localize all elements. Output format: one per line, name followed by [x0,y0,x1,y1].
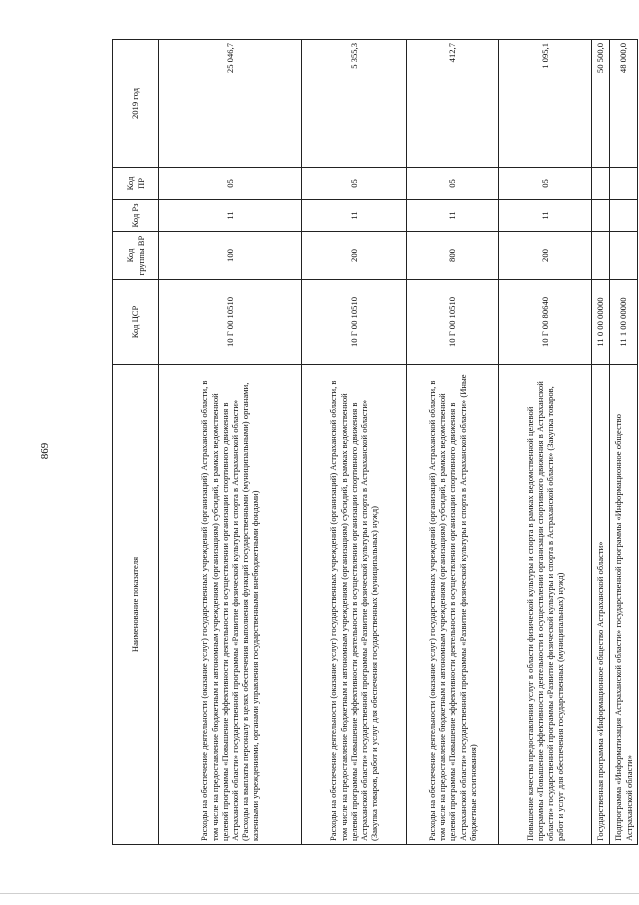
row-rz [610,200,638,232]
header-pr: Код ПР [113,168,159,200]
row-vr: 800 [407,232,499,280]
table-row [302,40,407,845]
header-year: 2019 год [113,40,159,168]
table-row [499,40,592,845]
row-vr: 100 [159,232,302,280]
row-value: 25 046,7 [159,40,302,168]
row-csr: 10 Г 00 10510 [407,280,499,365]
row-rz: 11 [499,200,592,232]
row-rz: 11 [407,200,499,232]
row-name: Расходы на обеспечение деятельности (оказание услуг) государственных учреждений (организаций) Астраханской области, в том числе на предоставление бюджетным и автономным учреждениям (организациям) субсидий, в рамках ведомственной целевой программы «Повышение эффективности деятельности в осуществлении организации спортивного движения в Астраханской области» государственной программы «Развитие физической культуры и спорта в Астраханской области» (Закупка товаров, работ и услуг для обеспечения государственных (муниципальных) нужд) [302,365,407,845]
row-value: 412,7 [407,40,499,168]
row-rz: 11 [302,200,407,232]
budget-table [112,39,638,845]
row-rz [592,200,610,232]
row-name: Государственная программа «Информационное общество Астраханской области» [592,365,610,845]
row-csr: 10 Г 00 10510 [159,280,302,365]
row-pr [592,168,610,200]
rotated-table-container [112,40,634,845]
header-rz: Код Рз [113,200,159,232]
row-csr: 11 0 00 00000 [592,280,610,365]
table-row [610,40,638,845]
row-value: 1 095,1 [499,40,592,168]
row-vr [592,232,610,280]
row-name: Расходы на обеспечение деятельности (оказание услуг) государственных учреждений (организаций) Астраханской области, в том числе на предоставление бюджетным и автономным учреждениям (организациям) субсидий, в рамках ведомственной целевой программы «Повышение эффективности деятельности в осуществлении организации спортивного движения в Астраханской области» государственной программы «Развитие физической культуры и спорта в Астраханской области» (Иные бюджетные ассигнования) [407,365,499,845]
row-vr [610,232,638,280]
row-value: 5 355,3 [302,40,407,168]
row-vr: 200 [499,232,592,280]
header-name: Наименование показателя [113,365,159,845]
row-csr: 11 1 00 00000 [610,280,638,365]
table-row [159,40,302,845]
row-vr: 200 [302,232,407,280]
row-pr: 05 [302,168,407,200]
row-name: Повышение качества предоставления услуг в области физической культуры и спорта в рамках ведомственной целевой программы «Повышение эффективности деятельности в осуществлении организации спортивного движения в Астраханской области» государственной программы «Развитие физической культуры и спорта в Астраханской области» (Закупка товаров, работ и услуг для обеспечения государственных (муниципальных) нужд) [499,365,592,845]
page-edge-divider [0,893,639,894]
row-name: Подпрограмма «Информатизация Астраханской области» государственной программы «Информационное общество Астраханской области» [610,365,638,845]
header-vr: Код группы ВР [113,232,159,280]
row-pr: 05 [499,168,592,200]
table-header-row [113,40,159,845]
row-csr: 10 Г 00 80640 [499,280,592,365]
row-value: 50 500,0 [592,40,610,168]
row-name: Расходы на обеспечение деятельности (оказание услуг) государственных учреждений (организаций) Астраханской области, в том числе на предоставление бюджетным и автономным учреждениям (организациям) субсидий, в рамках ведомственной целевой программы «Повышение эффективности деятельности в осуществлении организации спортивного движения в Астраханской области» государственной программы «Развитие физической культуры и спорта в Астраханской области» (Расходы на выплаты персоналу в целях обеспечения выполнения функций государственными (муниципальными) органами, казенными учреждениями, органами управления государственными внебюджетными фондами) [159,365,302,845]
table-row [592,40,610,845]
row-pr: 05 [159,168,302,200]
row-rz: 11 [159,200,302,232]
row-pr: 05 [407,168,499,200]
row-pr [610,168,638,200]
page-number: 869 [39,442,51,460]
table-row [407,40,499,845]
row-value: 48 000,0 [610,40,638,168]
row-csr: 10 Г 00 10510 [302,280,407,365]
header-csr: Код ЦСР [113,280,159,365]
